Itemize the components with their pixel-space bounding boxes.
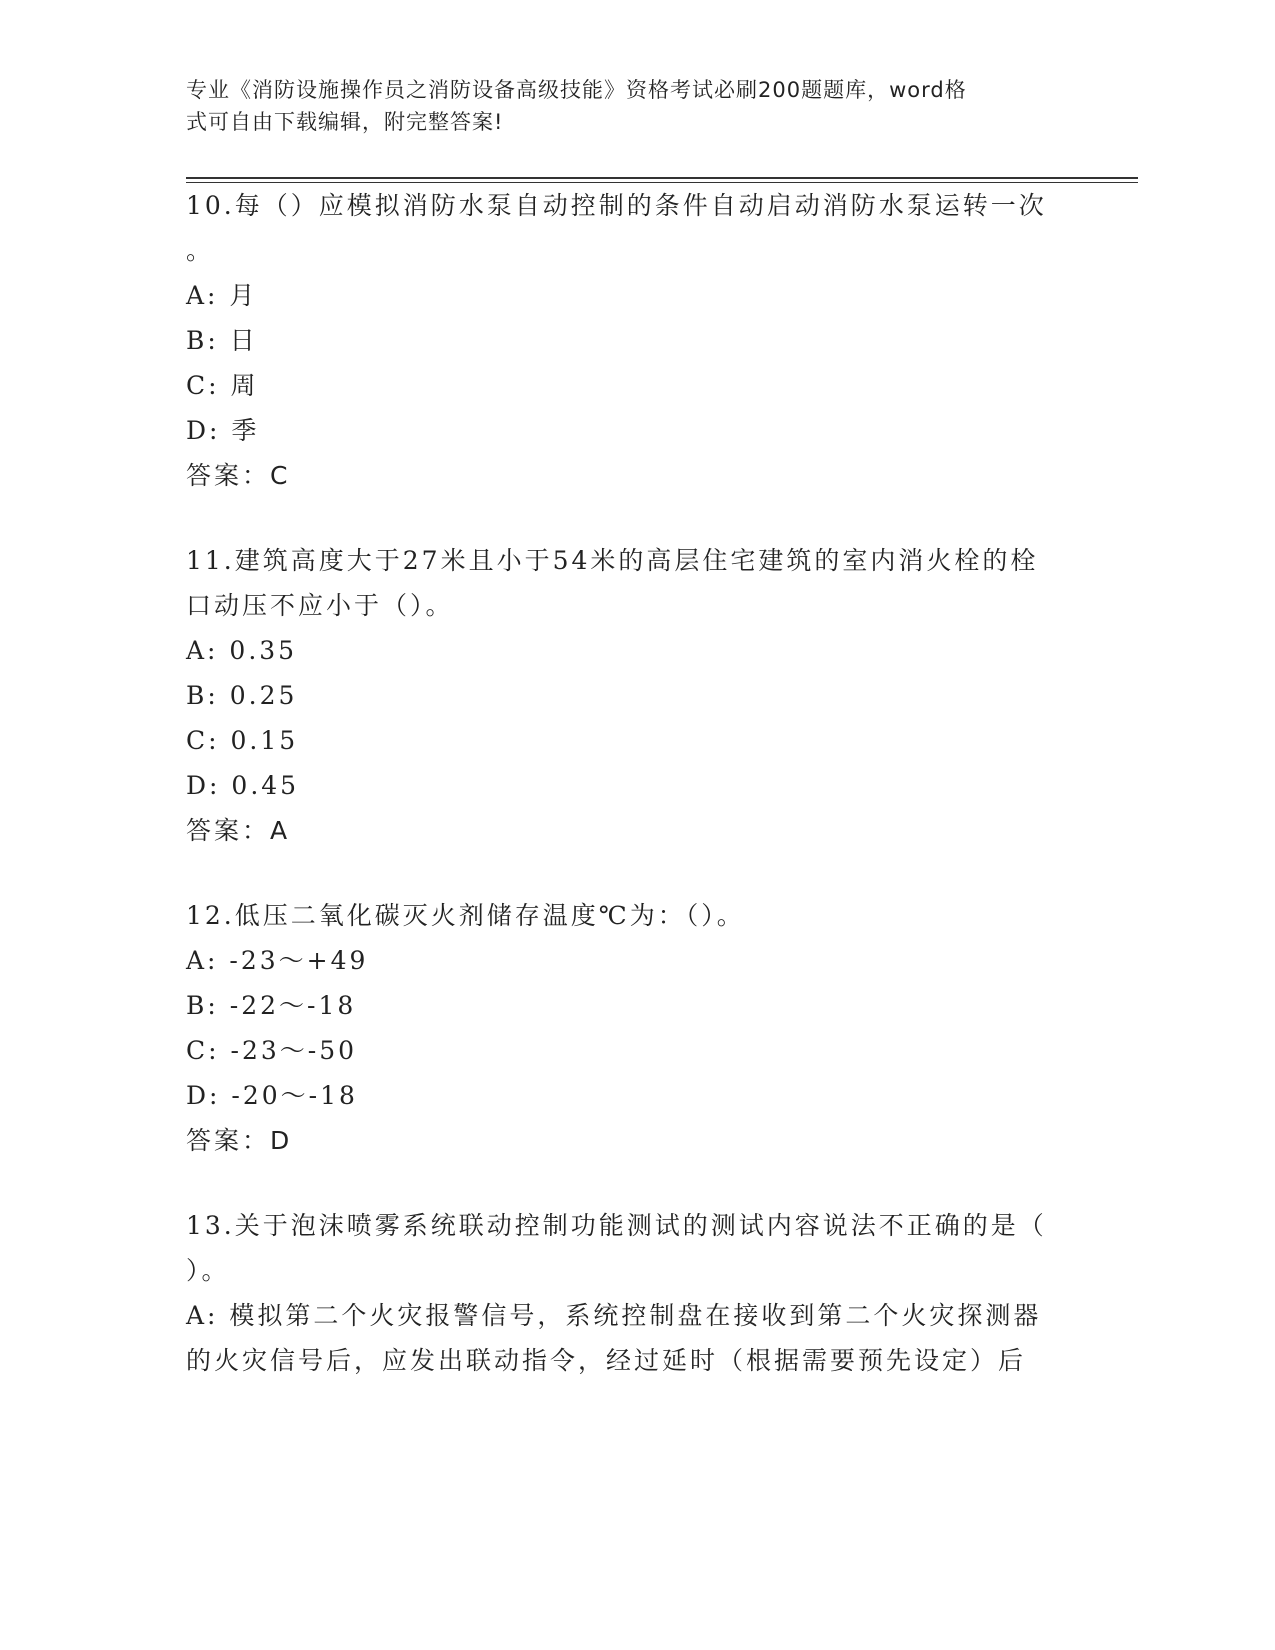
option-c: C: 0.15 bbox=[186, 726, 299, 755]
option-a: A: 0.35 bbox=[186, 636, 298, 665]
option-c: C: 周 bbox=[186, 371, 259, 400]
header-divider bbox=[186, 177, 1138, 179]
question-text: 11.建筑高度大于27米且小于54米的高层住宅建筑的室内消火栓的栓 bbox=[186, 546, 1039, 575]
option-d: D: 季 bbox=[186, 416, 260, 445]
header-line-2: 式可自由下载编辑，附完整答案! bbox=[186, 110, 504, 134]
answer: 答案：D bbox=[186, 1126, 293, 1155]
question-11 bbox=[186, 538, 1066, 853]
header-line-1: 专业《消防设施操作员之消防设备高级技能》资格考试必刷200题题库，word格 bbox=[186, 78, 967, 102]
question-text-cont: ）。 bbox=[186, 1256, 230, 1285]
option-a: A: 月 bbox=[186, 281, 258, 310]
question-text: 13.关于泡沫喷雾系统联动控制功能测试的测试内容说法不正确的是（ bbox=[186, 1211, 1047, 1240]
option-c: C: -23～-50 bbox=[186, 1036, 358, 1065]
option-a-cont: 的火灾信号后，应发出联动指令，经过延时（根据需要预先设定）后 bbox=[186, 1346, 1027, 1375]
document-header bbox=[186, 74, 1066, 138]
question-12 bbox=[186, 893, 1066, 1163]
question-text-cont: 。 bbox=[186, 236, 215, 265]
answer: 答案：A bbox=[186, 816, 291, 845]
question-text: 10.每（）应模拟消防水泵自动控制的条件自动启动消防水泵运转一次 bbox=[186, 191, 1047, 220]
option-b: B: 0.25 bbox=[186, 681, 298, 710]
question-10 bbox=[186, 183, 1066, 498]
answer: 答案：C bbox=[186, 461, 291, 490]
question-text: 12.低压二氧化碳灭火剂储存温度℃为：（）。 bbox=[186, 901, 745, 930]
question-13 bbox=[186, 1203, 1066, 1383]
option-d: D: 0.45 bbox=[186, 771, 300, 800]
question-text-cont: 口动压不应小于（）。 bbox=[186, 591, 454, 620]
option-d: D: -20～-18 bbox=[186, 1081, 358, 1110]
option-a: A: -23～+49 bbox=[186, 946, 369, 975]
option-a: A: 模拟第二个火灾报警信号，系统控制盘在接收到第二个火灾探测器 bbox=[186, 1301, 1042, 1330]
option-b: B: -22～-18 bbox=[186, 991, 357, 1020]
option-b: B: 日 bbox=[186, 326, 258, 355]
